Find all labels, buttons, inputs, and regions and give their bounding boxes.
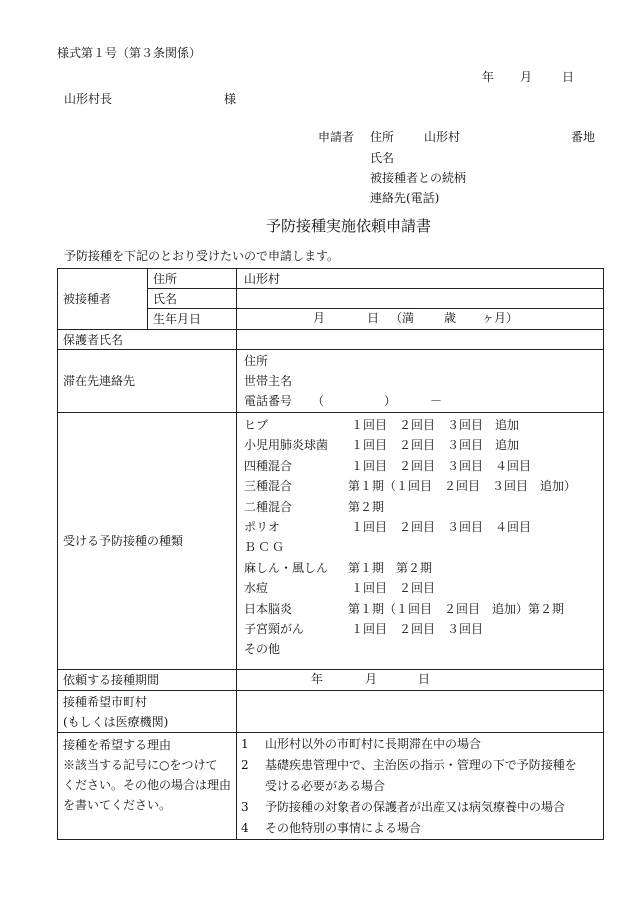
date-month-label: 月 (520, 70, 533, 84)
vaccine-name: ヒブ (244, 418, 269, 432)
vaccine-doses: １回目 ２回目 (351, 581, 436, 596)
vaccine-doses: 第１期（１回目 ２回目 ３回目 追加） (348, 479, 577, 494)
dob-month: 月 (313, 311, 326, 325)
vaccines-label: 受ける予防接種の種類 (58, 413, 237, 670)
vaccine-item[interactable] (244, 537, 603, 557)
dob-day: 日 (367, 311, 380, 325)
stay-householder-label: 世帯主名 (244, 374, 293, 388)
reason-label (58, 733, 237, 840)
period-field[interactable] (237, 670, 604, 691)
recipient-name-label: 氏名 (148, 289, 237, 309)
desired-place-row (58, 691, 604, 733)
vaccine-name: ポリオ (244, 519, 280, 534)
addressee-name: 山形村長 (64, 92, 113, 106)
desired-place-field[interactable] (237, 691, 604, 733)
vaccine-name: 水痘 (244, 581, 269, 596)
stay-contact-label: 滞在先連絡先 (58, 350, 237, 413)
reason-option-2-continued (237, 776, 603, 797)
vaccine-item[interactable] (244, 415, 603, 435)
document-title: 予防接種実施依頼申請書 (266, 217, 432, 235)
reason-option-2[interactable] (237, 755, 603, 776)
vaccine-name: 二種混合 (244, 499, 293, 514)
vaccine-doses: １回目 ２回目 ３回目 追加 (351, 438, 520, 453)
vaccine-doses: 第２期 (348, 499, 385, 514)
vaccine-name: 四種混合 (244, 458, 293, 473)
dob-age: 歳 (444, 311, 457, 325)
dob-months: ヶ月） (482, 311, 519, 325)
guardian-label: 保護者氏名 (58, 330, 237, 350)
vaccine-name: 日本脳炎 (244, 601, 293, 616)
vaccine-doses: １回目 ２回目 ３回目 (351, 621, 484, 636)
vaccine-item[interactable] (244, 517, 603, 537)
reason-option-1[interactable] (237, 734, 603, 755)
vaccine-name: 小児用肺炎球菌 (244, 438, 329, 453)
vaccine-doses: １回目 ２回目 ３回目 ４回目 (351, 519, 532, 534)
vaccine-item[interactable] (244, 476, 603, 496)
recipient-address-label: 住所 (148, 269, 237, 289)
reason-number: 4 (241, 821, 249, 835)
reason-text: その他特別の事情による場合 (265, 821, 422, 835)
intro-text: 予防接種を下記のとおり受けたいので申請します。 (64, 249, 340, 263)
vaccine-item[interactable] (244, 435, 603, 455)
applicant-label: 申請者 (318, 130, 355, 144)
stay-phone-close: ） (384, 394, 397, 408)
stay-phone-dash: － (430, 394, 443, 408)
reason-text: 受ける必要がある場合 (265, 779, 386, 793)
applicant-lot: 番地 (571, 130, 596, 144)
period-day: 日 (418, 672, 431, 686)
applicant-name-label: 氏名 (370, 151, 395, 165)
recipient-name-field[interactable] (237, 289, 604, 309)
reason-label-line: ※該当する記号に○をつけて (63, 758, 218, 772)
vaccine-item[interactable] (244, 639, 603, 659)
date-day-label: 日 (562, 70, 575, 84)
vaccine-name: その他 (244, 642, 281, 657)
reason-text: 山形村以外の市町村に長期滞在中の場合 (265, 737, 482, 751)
stay-address-label: 住所 (244, 354, 269, 368)
stay-phone-line (244, 391, 603, 411)
period-month: 月 (365, 672, 378, 686)
applicant-village: 山形村 (424, 130, 461, 144)
vaccine-item[interactable] (244, 456, 603, 476)
guardian-field[interactable] (237, 330, 604, 350)
vaccine-doses: １回目 ２回目 ３回目 追加 (351, 418, 520, 432)
reason-option-3[interactable] (237, 797, 603, 818)
dob-open: （満 (390, 311, 415, 325)
form-number: 様式第１号（第３条関係） (57, 46, 202, 60)
reason-number: 3 (241, 800, 249, 814)
reason-options (237, 733, 604, 840)
applicant-relation-label: 被接種者との続柄 (370, 171, 467, 185)
vaccine-name: ＢＣＧ (244, 540, 287, 555)
recipient-label: 被接種者 (58, 269, 148, 330)
vaccines-row (58, 413, 604, 670)
vaccine-item[interactable] (244, 497, 603, 517)
vaccine-doses: 第１期（１回目 ２回目 追加）第２期 (348, 601, 565, 616)
date-year-label: 年 (482, 70, 495, 84)
desired-place-label-line1: 接種希望市町村 (63, 694, 148, 709)
vaccines-list (237, 413, 604, 670)
recipient-address-row (58, 269, 604, 289)
vaccine-item[interactable] (244, 558, 603, 578)
vaccine-item[interactable] (244, 619, 603, 639)
recipient-address-value: 山形村 (237, 269, 604, 289)
reason-row (58, 733, 604, 840)
guardian-row (58, 330, 604, 350)
reason-number: 2 (241, 758, 249, 772)
vaccine-doses: １回目 ２回目 ３回目 ４回目 (351, 458, 532, 473)
desired-place-label-line2: (もしくは医療機関) (63, 714, 169, 729)
reason-text: 予防接種の対象者の保護者が出産又は病気療養中の場合 (265, 800, 566, 814)
reason-label-line: を書いてください。 (63, 798, 172, 812)
stay-phone-label: 電話番号 (244, 394, 293, 408)
reason-label-line: ください。その他の場合は理由 (63, 778, 232, 792)
vaccine-name: 麻しん・風しん (244, 560, 329, 575)
reason-label-line: 接種を希望する理由 (63, 738, 172, 752)
application-table (57, 268, 604, 840)
recipient-dob-label: 生年月日 (148, 309, 237, 330)
reason-text: 基礎疾患管理中で、主治医の指示・管理の下で予防接種を (265, 758, 577, 772)
period-row (58, 670, 604, 691)
stay-contact-field[interactable] (237, 350, 604, 413)
desired-place-label (58, 691, 237, 733)
period-year: 年 (311, 672, 324, 686)
vaccine-item[interactable] (244, 578, 603, 598)
reason-option-4[interactable] (237, 818, 603, 839)
reason-number: 1 (241, 737, 249, 751)
addressee-honorific: 様 (224, 92, 237, 106)
vaccine-name: 子宮頸がん (244, 621, 305, 636)
stay-phone-open: （ (312, 394, 325, 408)
applicant-contact-label: 連絡先(電話) (370, 191, 440, 205)
vaccine-name: 三種混合 (244, 479, 293, 494)
vaccine-doses: 第１期 第２期 (348, 560, 433, 575)
recipient-dob-field[interactable] (237, 309, 604, 330)
applicant-address-label: 住所 (370, 130, 395, 144)
vaccine-item[interactable] (244, 599, 603, 619)
stay-contact-row (58, 350, 604, 413)
period-label: 依頼する接種期間 (58, 670, 237, 691)
